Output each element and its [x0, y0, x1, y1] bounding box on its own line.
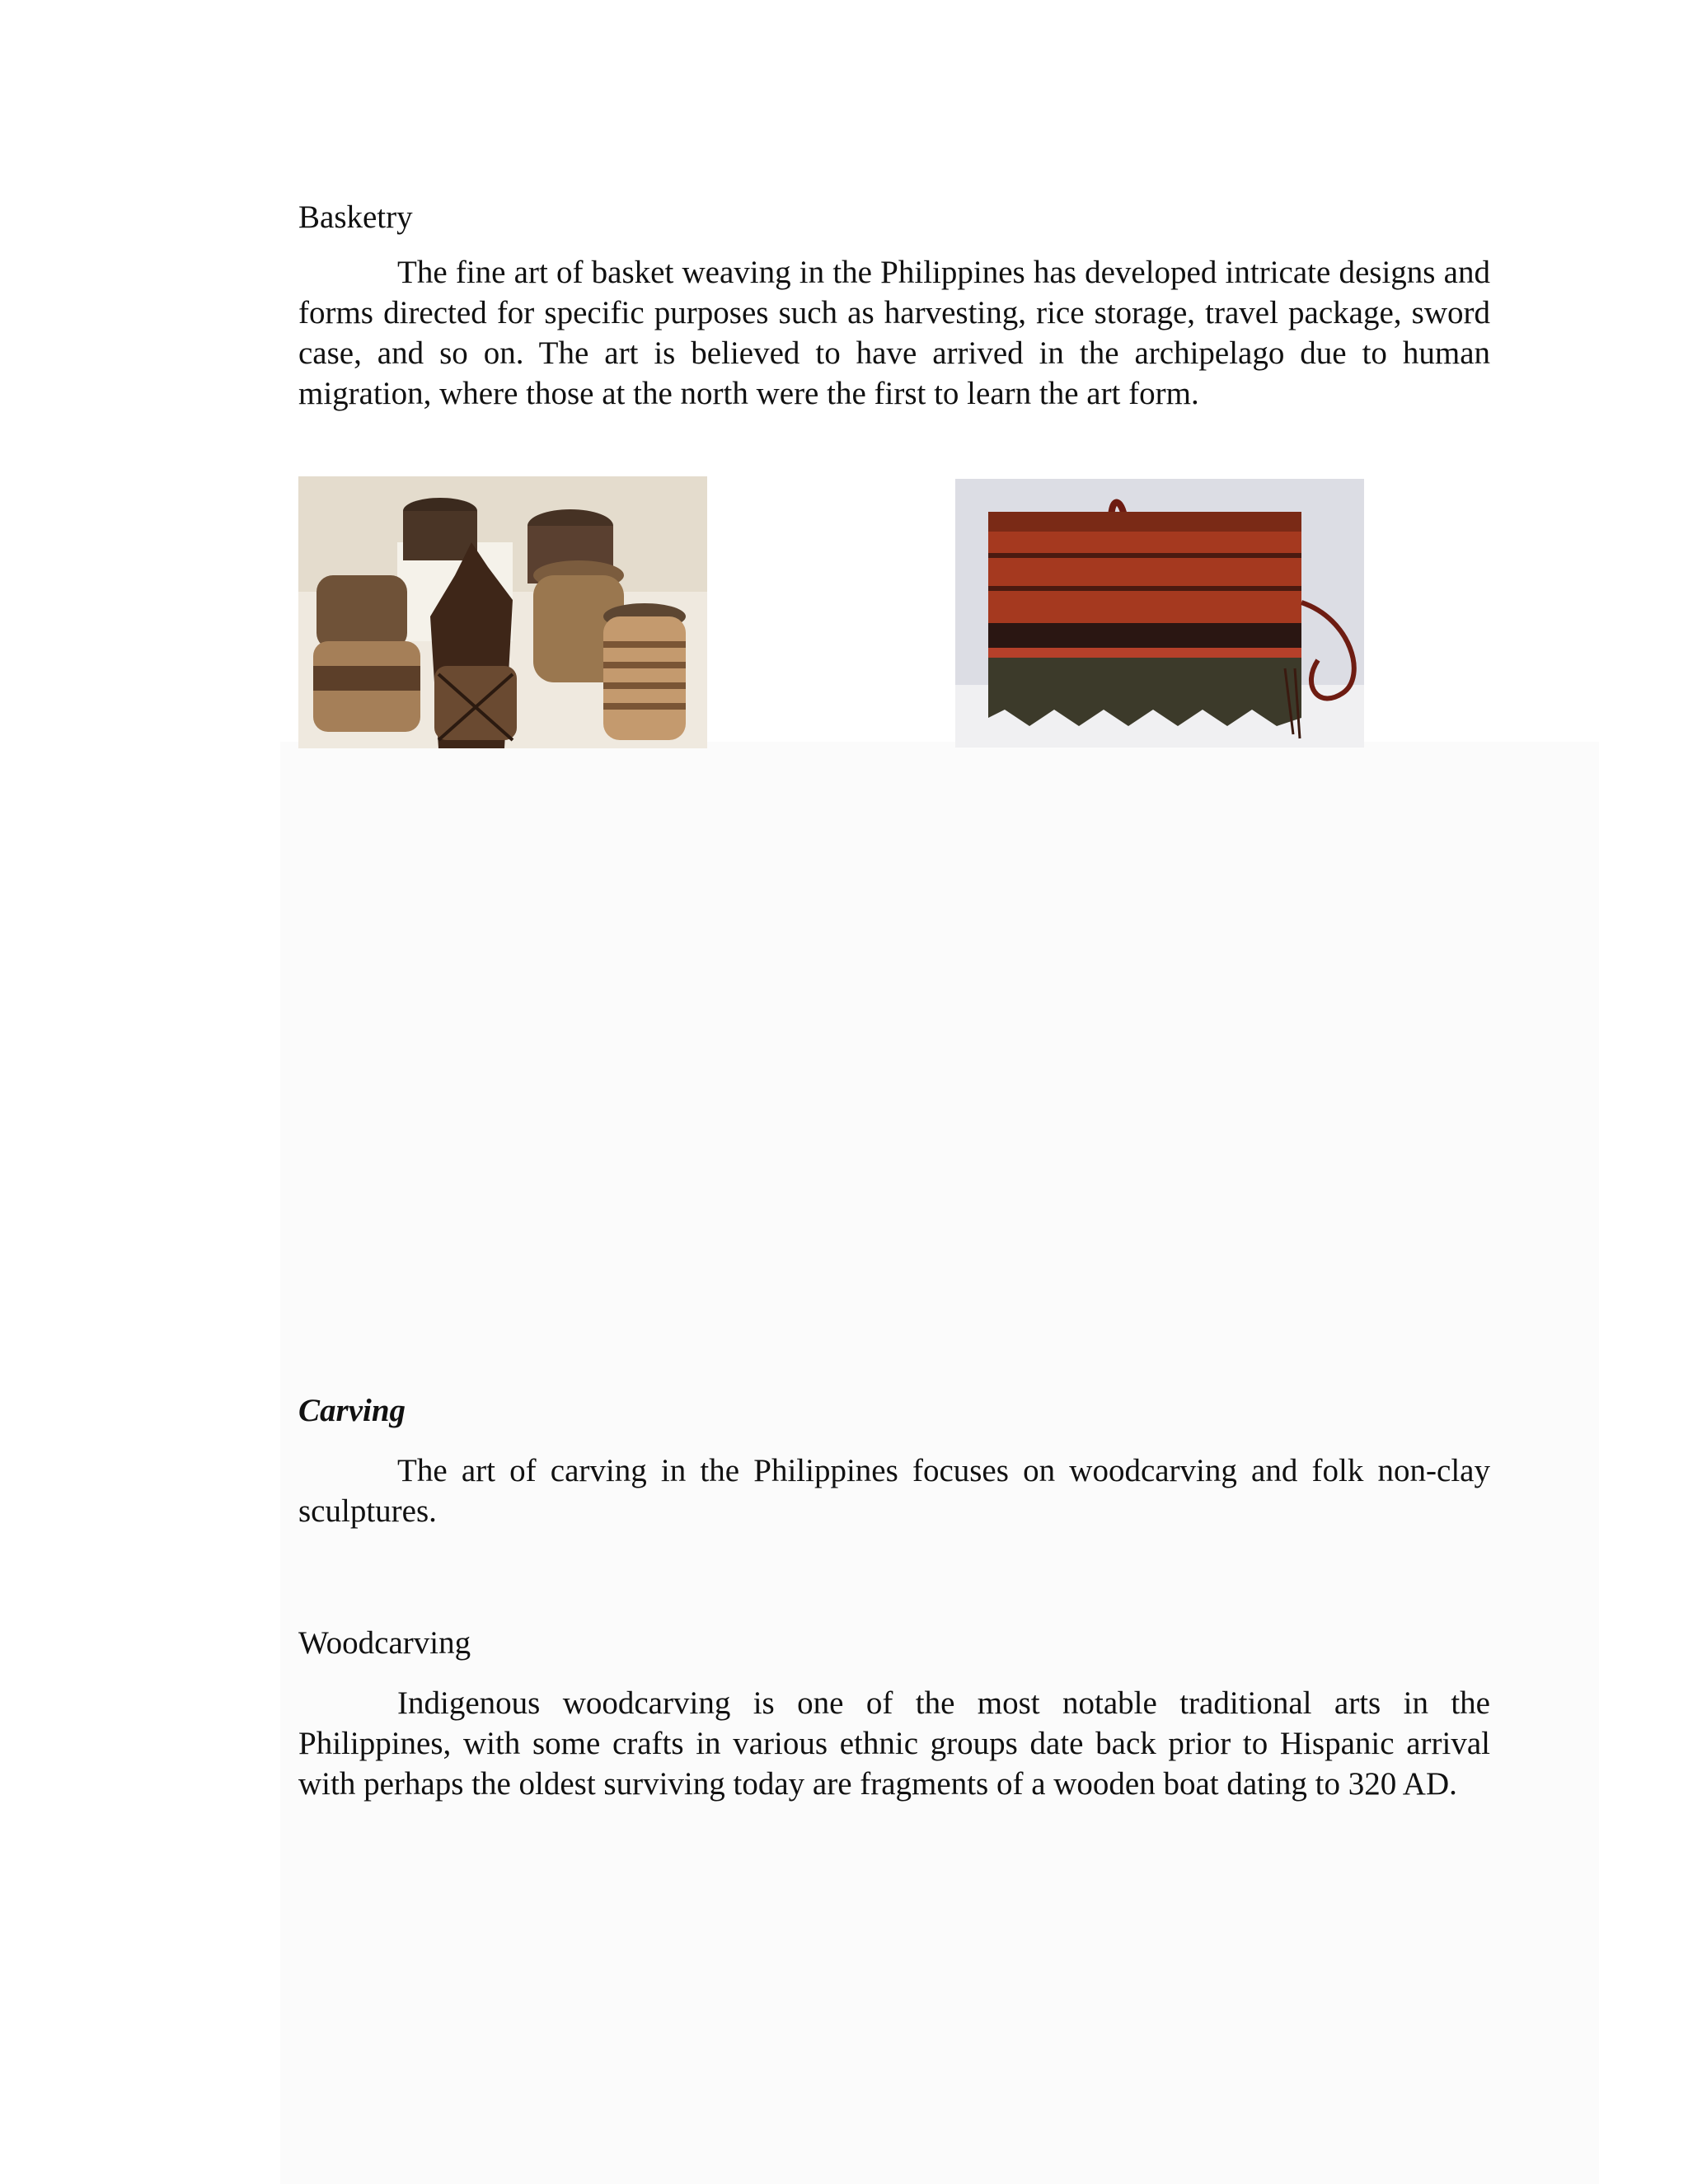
woodcarving-heading: Woodcarving — [298, 1625, 471, 1661]
carving-paragraph: The art of carving in the Philippines focuses on woodcarving and folk non-clay sculptures. — [298, 1453, 1490, 1529]
basketry-heading: Basketry — [298, 199, 413, 235]
baskets-image — [298, 476, 707, 748]
carving-heading: Carving — [298, 1393, 406, 1428]
basket-case-photo — [955, 479, 1364, 748]
baskets-photo — [298, 476, 707, 748]
basketry-paragraph: The fine art of basket weaving in the Philippines has developed intricate designs and forms directed for specific purposes such as harvesting, rice storage, travel package, sword case, and so on. The art is believed to have arrived in the archipelago due to human migration, where those at the north were the first to learn the art form. — [298, 255, 1490, 411]
woodcarving-paragraph: Indigenous woodcarving is one of the most notable traditional arts in the Philippines, with some crafts in various ethnic groups date back prior to Hispanic arrival with perhaps the oldest surviving today are fragments of a wooden boat dating to 320 AD. — [298, 1685, 1490, 1802]
basket-case-image — [955, 479, 1364, 748]
